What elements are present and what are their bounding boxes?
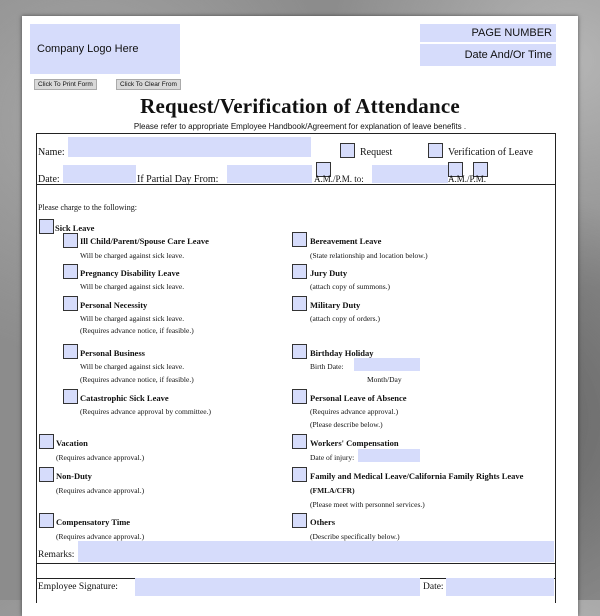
personal-absence-checkbox[interactable] <box>292 389 307 404</box>
request-label: Request <box>360 147 393 158</box>
name-label: Name: <box>38 147 65 158</box>
verification-label: Verification of Leave <box>448 147 533 158</box>
military-duty-checkbox[interactable] <box>292 296 307 311</box>
vacation-label: Vacation <box>56 438 88 448</box>
jury-duty-note: (attach copy of summons.) <box>310 282 390 291</box>
form-page <box>22 16 578 616</box>
page-number-box <box>420 24 556 42</box>
jury-duty-label: Jury Duty <box>310 268 348 278</box>
personal-business-label: Personal Business <box>80 348 145 358</box>
partial-from-input[interactable] <box>227 165 312 183</box>
remarks-input[interactable] <box>78 541 554 562</box>
ampm-label: A.M./P.M. <box>448 174 487 184</box>
non-duty-checkbox[interactable] <box>39 467 54 482</box>
ill-child-note: Will be charged against sick leave. <box>80 251 185 260</box>
company-logo-box <box>30 24 180 74</box>
section-divider <box>36 184 556 185</box>
personal-absence-note1: (Requires advance approval.) <box>310 407 399 416</box>
military-duty-label: Military Duty <box>310 300 361 310</box>
remarks-label: Remarks: <box>38 550 75 560</box>
sick-leave-label: Sick Leave <box>55 223 95 233</box>
others-note: (Describe specifically below.) <box>310 532 400 541</box>
vacation-checkbox[interactable] <box>39 434 54 449</box>
signature-input[interactable] <box>135 578 420 596</box>
non-duty-note: (Requires advance approval.) <box>56 486 145 495</box>
catastrophic-label: Catastrophic Sick Leave <box>80 393 169 403</box>
date-input[interactable] <box>63 165 136 183</box>
ill-child-checkbox[interactable] <box>63 233 78 248</box>
comp-time-note: (Requires advance approval.) <box>56 532 145 541</box>
personal-necessity-note2: (Requires advance notice, if feasible.) <box>80 326 194 335</box>
personal-necessity-checkbox[interactable] <box>63 296 78 311</box>
personal-business-note1: Will be charged against sick leave. <box>80 362 185 371</box>
pregnancy-note: Will be charged against sick leave. <box>80 282 185 291</box>
partial-to-input[interactable] <box>372 165 448 183</box>
date-of-injury-input[interactable] <box>358 449 420 462</box>
others-label: Others <box>310 517 336 527</box>
fmla-note: (Please meet with personnel services.) <box>310 500 425 509</box>
personal-necessity-note1: Will be charged against sick leave. <box>80 314 185 323</box>
company-logo-text: Company Logo Here <box>37 43 139 55</box>
date-of-injury-label: Date of injury: <box>310 453 355 462</box>
fmla-label: Family and Medical Leave/California Family Rights Leave <box>310 471 524 481</box>
remarks-divider <box>36 563 556 564</box>
page-subtitle: Please refer to appropriate Employee Handbook/Agreement for explanation of leave benefits . <box>133 122 467 131</box>
birthday-label: Birthday Holiday <box>310 348 374 358</box>
request-checkbox[interactable] <box>340 143 355 158</box>
clear-form-button[interactable]: Click To Clear From <box>116 79 181 90</box>
bereavement-note: (State relationship and location below.) <box>310 251 428 260</box>
month-day-label: Month/Day <box>367 375 402 384</box>
workers-comp-label: Workers' Compensation <box>310 438 399 448</box>
sick-leave-checkbox[interactable] <box>39 219 54 234</box>
print-form-button[interactable]: Click To Print Form <box>34 79 97 90</box>
personal-business-note2: (Requires advance notice, if feasible.) <box>80 375 194 384</box>
catastrophic-note: (Requires advance approval by committee.) <box>80 407 211 416</box>
pregnancy-label: Pregnancy Disability Leave <box>80 268 180 278</box>
birthday-checkbox[interactable] <box>292 344 307 359</box>
non-duty-label: Non-Duty <box>56 471 92 481</box>
comp-time-checkbox[interactable] <box>39 513 54 528</box>
bereavement-checkbox[interactable] <box>292 232 307 247</box>
top-border <box>36 133 556 134</box>
fmla-sub-label: (FMLA/CFR) <box>310 486 355 495</box>
left-border <box>36 133 37 603</box>
verification-checkbox[interactable] <box>428 143 443 158</box>
birth-date-label: Birth Date: <box>310 362 344 371</box>
catastrophic-checkbox[interactable] <box>63 389 78 404</box>
partial-day-label: If Partial Day From: <box>137 174 219 185</box>
signature-label: Employee Signature: <box>38 582 118 592</box>
comp-time-label: Compensatory Time <box>56 517 131 527</box>
signature-date-input[interactable] <box>446 578 554 596</box>
workers-comp-checkbox[interactable] <box>292 434 307 449</box>
vacation-note: (Requires advance approval.) <box>56 453 145 462</box>
signature-date-label: Date: <box>423 582 444 592</box>
date-label: Date: <box>38 174 60 185</box>
page-title: Request/Verification of Attendance <box>140 94 460 118</box>
birth-date-input[interactable] <box>354 358 420 371</box>
personal-absence-note2: (Please describe below.) <box>310 420 383 429</box>
bereavement-label: Bereavement Leave <box>310 236 382 246</box>
personal-absence-label: Personal Leave of Absence <box>310 393 407 403</box>
date-time-box <box>420 44 556 66</box>
page-number-text: PAGE NUMBER <box>471 27 552 39</box>
charge-label: Please charge to the following: <box>38 203 137 212</box>
ill-child-label: Ill Child/Parent/Spouse Care Leave <box>80 236 209 246</box>
personal-business-checkbox[interactable] <box>63 344 78 359</box>
ampm-to-label: A.M./P.M. to: <box>314 174 364 184</box>
military-duty-note: (attach copy of orders.) <box>310 314 380 323</box>
jury-duty-checkbox[interactable] <box>292 264 307 279</box>
name-input[interactable] <box>68 137 311 157</box>
fmla-checkbox[interactable] <box>292 467 307 482</box>
date-time-text: Date And/Or Time <box>464 49 552 61</box>
personal-necessity-label: Personal Necessity <box>80 300 148 310</box>
pregnancy-checkbox[interactable] <box>63 264 78 279</box>
right-border <box>555 133 556 603</box>
others-checkbox[interactable] <box>292 513 307 528</box>
